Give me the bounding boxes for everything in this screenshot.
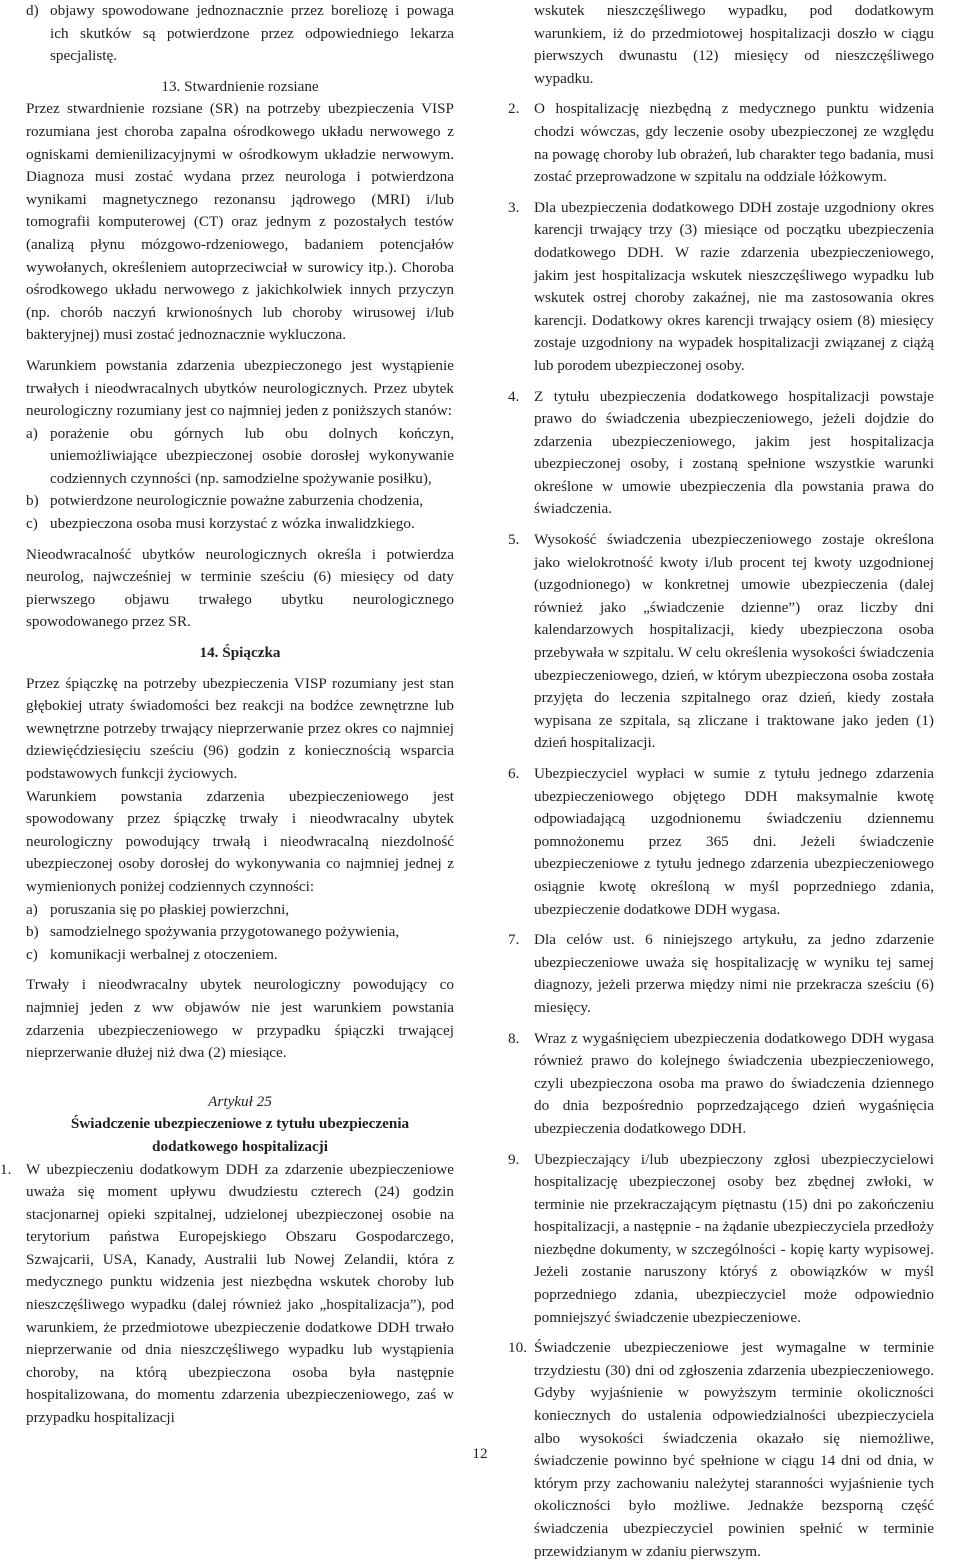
- section-13-heading: 13. Stwardnienie rozsiane: [161, 77, 319, 95]
- article-item-2: [508, 98, 934, 188]
- list-label: 3.: [508, 198, 520, 216]
- section-14-paragraph-1: Przez śpiączkę na potrzeby ubezpieczenia VISP rozumiany jest stan głębokiej utraty świadomości bez reakcji na bodźce zewnętrzne lub wewnętrzne potrzeby trwający nieprzerwanie przez okres co najmniej dziewięćdziesięciu sześciu (96) godzin z koniecznością wsparcia podstawowych funkcji życiowych.: [26, 674, 454, 782]
- section-14-heading: 14. Śpiączka: [199, 644, 281, 662]
- list-text: porażenie obu górnych lub obu dolnych kończyn, uniemożliwiające ubezpieczonej osobie dorosłej wykonywanie codziennych czynności (np. samodzielne spożywanie posiłku),: [50, 424, 454, 487]
- list-label: 1.: [0, 1160, 12, 1178]
- list-item: [26, 921, 454, 944]
- list-item: [26, 513, 454, 536]
- list-text: Ubezpieczyciel wypłaci w sumie z tytułu jednego zdarzenia ubezpieczeniowego objętego DDH maksymalnie kwotę odpowiadającą uzgodnionemu świadczeniu dziennemu pomnożonemu przez 365 dni. Jeżeli świadczenie ubezpieczeniowe z tytułu jednego zdarzenia ubezpieczeniowego osiągnie kwotę określoną w myśl poprzedniego zdania, ubezpieczenie dodatkowe DDH wygasa.: [534, 765, 934, 918]
- article-item-6: [508, 763, 934, 921]
- list-text: Dla celów ust. 6 niniejszego artykułu, za jedno zdarzenie ubezpieczeniowe uważa się hospitalizację w wyniku tej samej diagnozy, jeżeli przerwa między nimi nie przekracza sześciu (6) miesięcy.: [534, 931, 934, 1016]
- list-item-d: [26, 0, 454, 68]
- list-label: d): [26, 2, 39, 19]
- list-label: c): [26, 515, 38, 533]
- article-item-9: [508, 1149, 934, 1330]
- list-text: Z tytułu ubezpieczenia dodatkowego hospitalizacji powstaje prawo do świadczenia ubezpieczeniowego, jeżeli dojdzie do zdarzenia ubezpieczeniowego, jakim jest hospitalizacja ubezpieczonej osoby, i zostaną spełnione wszystkie warunki określone w umowie ubezpieczenia dla powstania prawa do świadczenia.: [534, 387, 934, 518]
- list-text: Ubezpieczający i/lub ubezpieczony zgłosi ubezpieczycielowi hospitalizację ubezpieczonej osoby bez zbędnej zwłoki, w terminie nie przekraczającym piętnastu (15) dni po zakończeniu hospitalizacji, a następnie - na żądanie ubezpieczyciela przedłoży niezbędne dokumenty, w szczególności - kopię karty wypisowej. Jeżeli zostanie naruszony któryś z obowiązków w myśl poprzedniego zdania, ubezpieczyciel może odpowiednio pomniejszyć świadczenie ubezpieczeniowe.: [534, 1150, 934, 1326]
- list-text: potwierdzone neurologicznie poważne zaburzenia chodzenia,: [50, 492, 424, 510]
- list-text: komunikacji werbalnej z otoczeniem.: [50, 945, 278, 963]
- list-label: c): [26, 945, 38, 963]
- right-column: [508, 0, 934, 1563]
- article-item-4: [508, 386, 934, 522]
- list-label: 10.: [508, 1339, 527, 1357]
- article-title: Świadczenie ubezpieczeniowe z tytułu ubezpieczenia dodatkowego hospitalizacji: [70, 1115, 410, 1155]
- list-label: 8.: [508, 1029, 520, 1047]
- section-13-paragraph-2: Warunkiem powstania zdarzenia ubezpieczonego jest wystąpienie trwałych i nieodwracalnych ubytków neurologicznych. Przez ubytek neurologiczny rozumiany jest co najmniej jeden z poniższych stanów:: [26, 356, 454, 420]
- list-label: 9.: [508, 1150, 520, 1168]
- article-label: Artykuł 25: [208, 1092, 272, 1110]
- list-item: [26, 490, 454, 513]
- list-text: ubezpieczona osoba musi korzystać z wózka inwalidzkiego.: [50, 515, 415, 533]
- article-item-5: [508, 529, 934, 755]
- list-item: [26, 899, 454, 922]
- article-item-3: [508, 197, 934, 378]
- left-column: [0, 0, 454, 1430]
- list-text: O hospitalizację niezbędną z medycznego punktu widzenia chodzi wówczas, gdy leczenie osoby ubezpieczonej ze względu na powagę choroby lub obrażeń, lub charakter tego badania, musi zostać przeprowadzone w szpitalu na oddziale łóżkowym.: [534, 100, 934, 186]
- article-item-7: [508, 929, 934, 1019]
- list-text: W ubezpieczeniu dodatkowym DDH za zdarzenie ubezpieczeniowe uważa się moment upływu dwudziestu czterech (24) godzin stacjonarnej opieki szpitalnej, udzielonej ubezpieczonej osobie na terytorium państwa Europejskiego Obszaru Gospodarczego, Szwajcarii, USA, Kanady, Australii lub Nowej Zelandii, która z medycznego punktu widzenia jest niezbędna wskutek choroby lub nieszczęśliwego wypadku (dalej również jako „hospitalizacja”), pod warunkiem, że przedmiotowe ubezpieczenie dodatkowe DDH trwało nieprzerwanie od dnia nieszczęśliwego wypadku lub wystąpienia choroby, na którą ubezpieczona osoba była następnie hospitalizowana, do momentu zdarzenia ubezpieczeniowego, zaś w przypadku hospitalizacji: [26, 1160, 454, 1427]
- article-item-1: [0, 1159, 454, 1430]
- list-text: Wraz z wygaśnięciem ubezpieczenia dodatkowego DDH wygasa również prawo do kolejnego świadczenia ubezpieczeniowego, czyli ubezpieczona osoba ma prawo do świadczenia dziennego do dnia bezpośrednio poprzedzającego dzień wygaśnięcia ubezpieczenia dodatkowego DDH.: [534, 1029, 934, 1137]
- list-text: Dla ubezpieczenia dodatkowego DDH zostaje uzgodniony okres karencji trwający trzy (3) miesiące od początku ubezpieczenia dodatkowego DDH. W razie zdarzenia ubezpieczeniowego, jakim jest hospitalizacja wskutek nieszczęśliwego wypadku lub wskutek ostrej choroby zakaźnej, nie ma zastosowania okres karencji. Dodatkowy okres karencji trwający osiem (8) miesięcy zostaje uzgodniony na wypadek hospitalizacji związanej z ciążą lub porodem ubezpieczonej osoby.: [534, 198, 934, 374]
- list-text: objawy spowodowane jednoznacznie przez boreliozę i powaga ich skutków są potwierdzone przez odpowiedniego lekarza specjalistę.: [50, 2, 454, 65]
- article-item-8: [508, 1028, 934, 1141]
- list-label: 2.: [508, 100, 520, 118]
- list-item: [26, 944, 454, 967]
- list-item: [26, 423, 454, 491]
- section-13-paragraph-1: Przez stwardnienie rozsiane (SR) na potrzeby ubezpieczenia VISP rozumiana jest choroba zapalna ośrodkowego układu nerwowego z ogniskami demienilizacyjnymi w ośrodkowym układzie nerwowym. Diagnoza musi zostać wydana przez neurologa i potwierdzona wynikami magnetycznego rezonansu jądrowego (MRI) i/lub tomografii komputerowej (CT) oraz jednym z pozostałych testów (analizą płynu mózgowo-rdzeniowego, badaniem potencjałów wywołanych, określeniem autoprzeciwciał w surowicy itp.). Choroba ośrodkowego układu nerwowego z jakichkolwiek innych przyczyn (np. chorób naczyń krwionośnych lub choroby wirusowej i/lub bakteryjnej) musi zostać jednoznacznie wykluczona.: [26, 100, 454, 344]
- page-number: 12: [472, 1445, 488, 1462]
- list-text: Wysokość świadczenia ubezpieczeniowego zostaje określona jako wielokrotność kwoty i/lub procent tej kwoty uzgodnionej (uzgodnionego) w konkretnej umowie ubezpieczenia (dalej również jako „świadczenie dzienne”) oraz liczby dni kalendarzowych hospitalizacji, kiedy ubezpieczona osoba przebywała w szpitalu. W celu określenia wysokości świadczenia ubezpieczeniowego, dzień, w którym ubezpieczona osoba została przyjęta do leczenia szpitalnego oraz dzień, kiedy została wypisana ze szpitala, są zliczane i traktowane jako jeden (1) dzień hospitalizacji.: [534, 531, 934, 752]
- list-label: 5.: [508, 531, 520, 549]
- section-14-paragraph-3: Trwały i nieodwracalny ubytek neurologiczny powodujący co najmniej jeden z ww objawów nie jest warunkiem powstania zdarzenia ubezpieczeniowego w przypadku śpiączki trwającej nieprzerwanie dłużej niż dwa (2) miesiące.: [26, 976, 454, 1062]
- list-label: b): [26, 923, 39, 941]
- list-label: 6.: [508, 765, 520, 782]
- section-14-paragraph-2: Warunkiem powstania zdarzenia ubezpieczeniowego jest spowodowany przez śpiączkę trwały i nieodwracalny ubytek neurologiczny powodujący trwałą i nieodwracalną niezdolność ubezpieczonej osoby dorosłej do wykonywania co najmniej jednej z wymienionych poniżej codziennych czynności:: [26, 787, 454, 895]
- list-text: Świadczenie ubezpieczeniowe jest wymagalne w terminie trzydziestu (30) dni od zgłoszenia zdarzenia ubezpieczeniowego. Gdyby wyjaśnienie w powyższym terminie okoliczności koniecznych do ustalenia odpowiedzialności ubezpieczyciela albo wysokości świadczenia okazało się niemożliwe, świadczenie powinno być spełnione w ciągu 14 dni od dnia, w którym przy zachowaniu należytej staranności wyjaśnienie tych okoliczności było możliwe. Jednakże bezsporną część świadczenia ubezpieczyciel powinien spełnić w terminie przewidzianym w zdaniu pierwszym.: [534, 1339, 934, 1560]
- list-label: 7.: [508, 931, 520, 949]
- list-label: a): [26, 900, 38, 918]
- article-item-1-continuation: wskutek nieszczęśliwego wypadku, pod dodatkowym warunkiem, iż do przedmiotowej hospitalizacji doszło w ciągu pierwszych dwunastu (12) miesięcy od nieszczęśliwego wypadku.: [534, 2, 934, 87]
- list-text: poruszania się po płaskiej powierzchni,: [50, 900, 290, 918]
- list-label: b): [26, 492, 39, 510]
- section-13-paragraph-3: Nieodwracalność ubytków neurologicznych określa i potwierdza neurolog, najwcześniej w terminie sześciu (6) miesięcy od daty pierwszego objawu trwałego ubytku neurologicznego spowodowanego przez SR.: [26, 545, 454, 631]
- list-label: 4.: [508, 387, 520, 405]
- list-text: samodzielnego spożywania przygotowanego pożywienia,: [50, 923, 400, 941]
- list-label: a): [26, 424, 38, 442]
